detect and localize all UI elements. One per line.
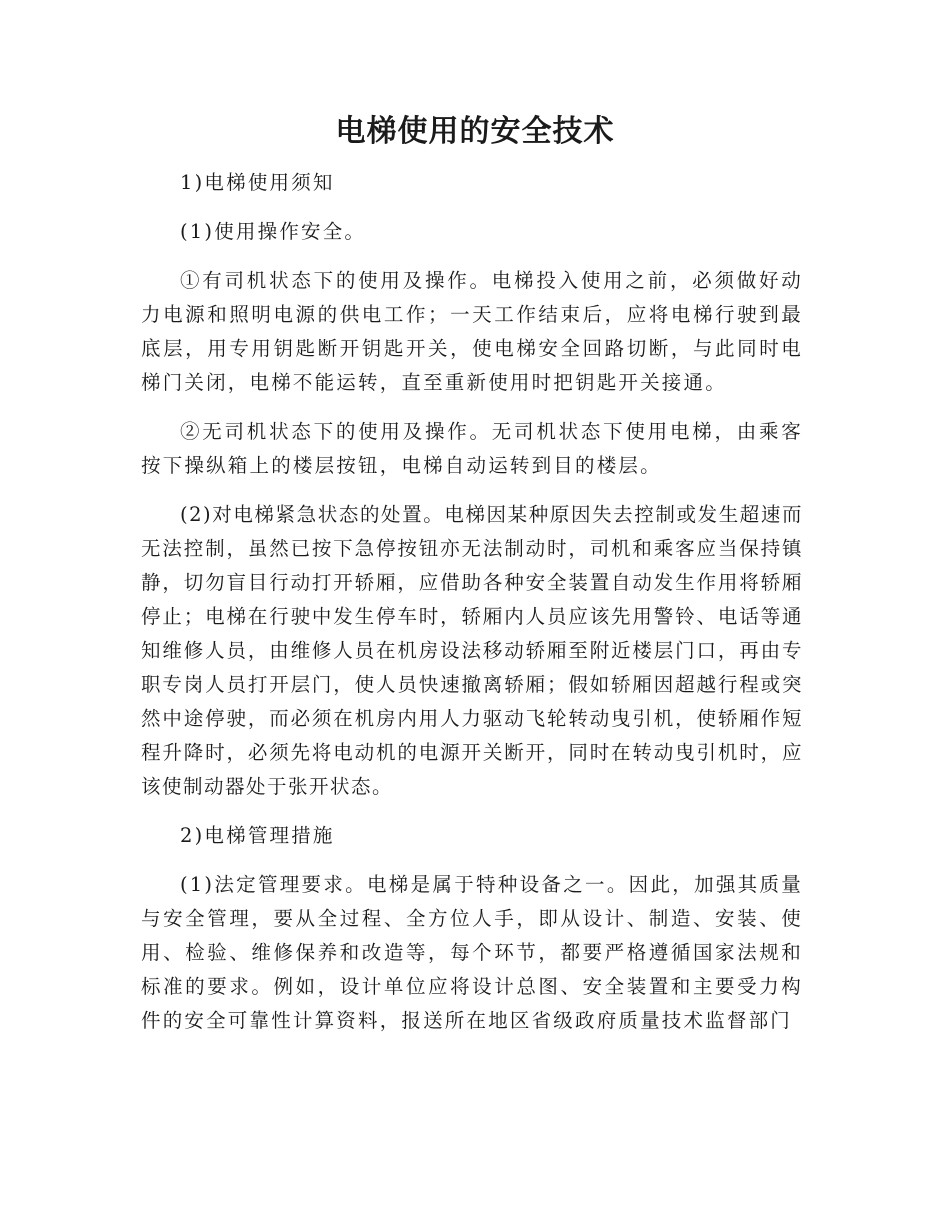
paragraph-driverless-operation: ②无司机状态下的使用及操作。无司机状态下使用电梯，由乘客按下操纵箱上的楼层按钮，电梯自动运转到目的楼层。 — [141, 420, 803, 477]
paragraph-legal-requirements: (1)法定管理要求。电梯是属于特种设备之一。因此，加强其质量与安全管理，要从全过程、全方位人手，即从设计、制造、安装、使用、检验、维修保养和改造等，每个环节，都要严格遵循国家法规和标准的要求。例如，设计单位应将设计总图、安全装置和主要受力构件的安全可靠性计算资料，报送所在地区省级政府质量技术监督部门 — [141, 873, 803, 1032]
section-heading-management: 2)电梯管理措施 — [180, 824, 335, 847]
document-body — [141, 166, 803, 1053]
document-title: 电梯使用的安全技术 — [335, 114, 615, 149]
paragraph-driver-operation: ①有司机状态下的使用及操作。电梯投入使用之前，必须做好动力电源和照明电源的供电工作；一天工作结束后，应将电梯行驶到最底层，用专用钥匙断开钥匙开关，使电梯安全回路切断，与此同时电梯门关闭，电梯不能运转，直至重新使用时把钥匙开关接通。 — [141, 269, 803, 394]
section-heading-usage: 1)电梯使用须知 — [180, 171, 335, 194]
subsection-heading-operation-safety: (1)使用操作安全。 — [180, 220, 367, 243]
paragraph-emergency-handling: (2)对电梯紧急状态的处置。电梯因某种原因失去控制或发生超速而无法控制，虽然已按下急停按钮亦无法制动时，司机和乘客应当保持镇静，切勿盲目行动打开轿厢，应借助各种安全装置自动发生作用将轿厢停止；电梯在行驶中发生停车时，轿厢内人员应该先用警铃、电话等通知维修人员，由维修人员在机房设法移动轿厢至附近楼层门口，再由专职专岗人员打开层门，使人员快速撤离轿厢；假如轿厢因超越行程或突然中途停驶，而必须在机房内用人力驱动飞轮转动曳引机，使轿厢作短程升降时，必须先将电动机的电源开关断开，同时在转动曳引机时，应该使制动器处于张开状态。 — [141, 503, 803, 798]
